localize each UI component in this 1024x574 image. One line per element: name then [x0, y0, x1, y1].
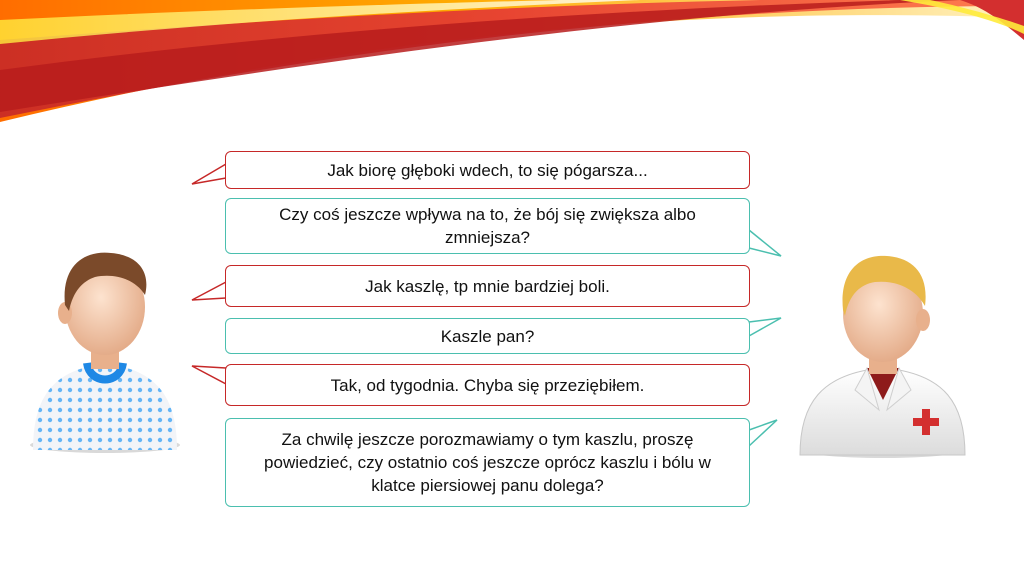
chat-bubble-doctor: Za chwilę jeszcze porozmawiamy o tym kaszlu, proszę powiedzieć, czy ostatnio coś jeszcze oprócz kaszlu i bólu w klatce piersiowej panu dolega?: [225, 418, 750, 507]
bubble-tail: [190, 160, 230, 190]
header-swoosh-banner: [0, 0, 1024, 130]
bubble-tail: [745, 312, 785, 342]
bubble-tail: [745, 228, 785, 260]
chat-bubble-doctor: Kaszle pan?: [225, 318, 750, 354]
patient-avatar-icon: [25, 245, 185, 455]
chat-bubble-patient: Jak biorę głęboki wdech, to się pógarsza...: [225, 151, 750, 189]
chat-bubble-patient: Tak, od tygodnia. Chyba się przeziębiłem.: [225, 364, 750, 406]
bubble-tail: [190, 362, 230, 392]
doctor-avatar-icon: [795, 250, 970, 460]
bubble-tail: [745, 418, 785, 452]
bubble-tail: [190, 278, 230, 308]
chat-bubble-patient: Jak kaszlę, tp mnie bardziej boli.: [225, 265, 750, 307]
chat-bubble-doctor: Czy coś jeszcze wpływa na to, że bój się zwiększa albo zmniejsza?: [225, 198, 750, 254]
